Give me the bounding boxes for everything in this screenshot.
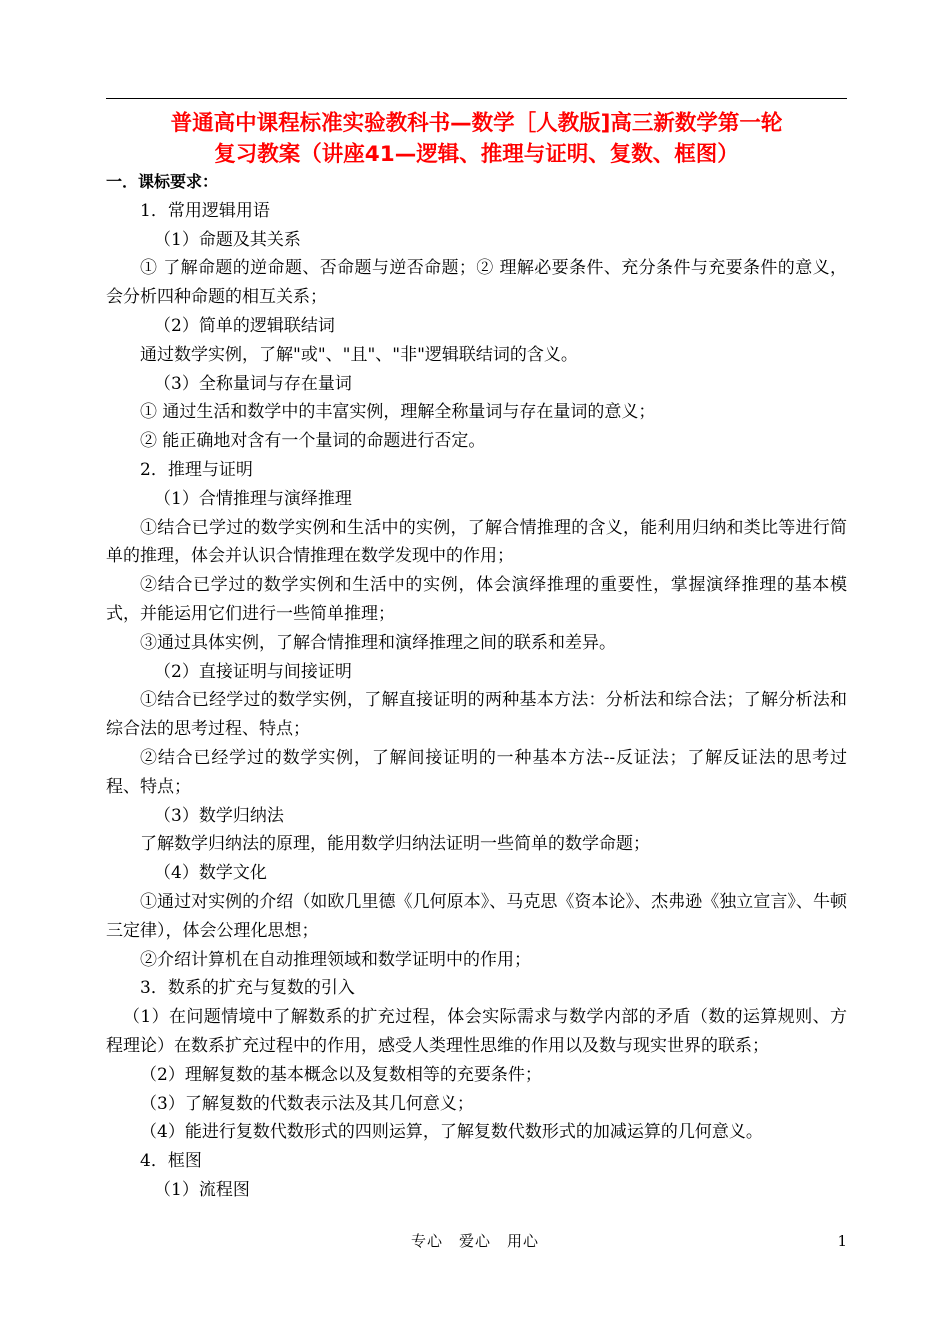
body-paragraph: ① 通过生活和数学中的丰富实例，理解全称量词与存在量词的意义；: [140, 402, 656, 423]
title-line-2: 复习教案（讲座41—逻辑、推理与证明、复数、框图）: [214, 142, 739, 167]
body-paragraph: ①通过对实例的介绍（如欧几里德《几何原本》、马克思《资本论》、杰弗逊《独立宣言》、牛顿三定律），体会公理化思想；: [106, 891, 847, 941]
body-paragraph: 1．常用逻辑用语: [140, 200, 270, 221]
body-paragraph: （1）在问题情境中了解数系的扩充过程，体会实际需求与数学内部的矛盾（数的运算规则、方程理论）在数系扩充过程中的作用，感受人类理性思维的作用以及数与现实世界的联系；: [106, 1007, 847, 1056]
body-paragraph: ②结合已学过的数学实例和生活中的实例，体会演绎推理的重要性，掌握演绎推理的基本模式，并能运用它们进行一些简单推理；: [106, 575, 847, 624]
body-paragraph: （2）理解复数的基本概念以及复数相等的充要条件；: [140, 1064, 542, 1085]
body-paragraph: 3．数系的扩充与复数的引入: [140, 978, 355, 999]
body-paragraph: ① 了解命题的逆命题、否命题与逆否命题；② 理解必要条件、充分条件与充要条件的意义，会分析四种命题的相互关系；: [106, 258, 847, 308]
body-paragraph: ② 能正确地对含有一个量词的命题进行否定。: [140, 431, 486, 452]
body-paragraph: ③通过具体实例，了解合情推理和演绎推理之间的联系和差异。: [140, 632, 616, 653]
body-paragraph: ①结合已经学过的数学实例，了解直接证明的两种基本方法：分析法和综合法；了解分析法和综合法的思考过程、特点；: [106, 690, 847, 740]
body-paragraph: （1）流程图: [154, 1179, 250, 1200]
page-number: 1: [837, 1232, 847, 1250]
title-line-1: 普通高中课程标准实验教科书—数学［人教版]高三新数学第一轮: [170, 111, 783, 136]
body-paragraph: ②介绍计算机在自动推理领域和数学证明中的作用；: [140, 949, 531, 970]
body-paragraph: （1）命题及其关系: [154, 229, 301, 250]
body-paragraph: （3）了解复数的代数表示法及其几何意义；: [140, 1093, 474, 1114]
body-paragraph: 4．框图: [140, 1151, 202, 1172]
body-paragraph: （4）能进行复数代数形式的四则运算，了解复数代数形式的加减运算的几何意义。: [140, 1122, 763, 1143]
body-paragraph: ②结合已经学过的数学实例，了解间接证明的一种基本方法--反证法；了解反证法的思考过程、特点；: [106, 747, 847, 797]
footer-motto: 专心 爱心 用心: [410, 1232, 539, 1250]
header-rule: [106, 98, 847, 99]
body-paragraph: （2）直接证明与间接证明: [154, 661, 352, 682]
body-paragraph: （3）全称量词与存在量词: [154, 373, 352, 394]
body-paragraph: （3）数学归纳法: [154, 805, 284, 826]
body-paragraph: （1）合情推理与演绎推理: [154, 488, 352, 509]
section-heading: 一．课标要求：: [106, 172, 219, 191]
document-title: [106, 108, 847, 170]
body-paragraph: ①结合已学过的数学实例和生活中的实例，了解合情推理的含义，能利用归纳和类比等进行简单的推理，体会并认识合情推理在数学发现中的作用；: [106, 517, 847, 567]
document-body: [106, 168, 847, 1205]
body-paragraph: （4）数学文化: [154, 863, 267, 884]
body-paragraph: （2）简单的逻辑联结词: [154, 315, 335, 336]
body-paragraph: 2．推理与证明: [140, 459, 253, 480]
body-paragraph: 了解数学归纳法的原理，能用数学归纳法证明一些简单的数学命题；: [140, 834, 650, 855]
body-paragraph: 通过数学实例，了解"或"、"且"、"非"逻辑联结词的含义。: [140, 344, 578, 365]
